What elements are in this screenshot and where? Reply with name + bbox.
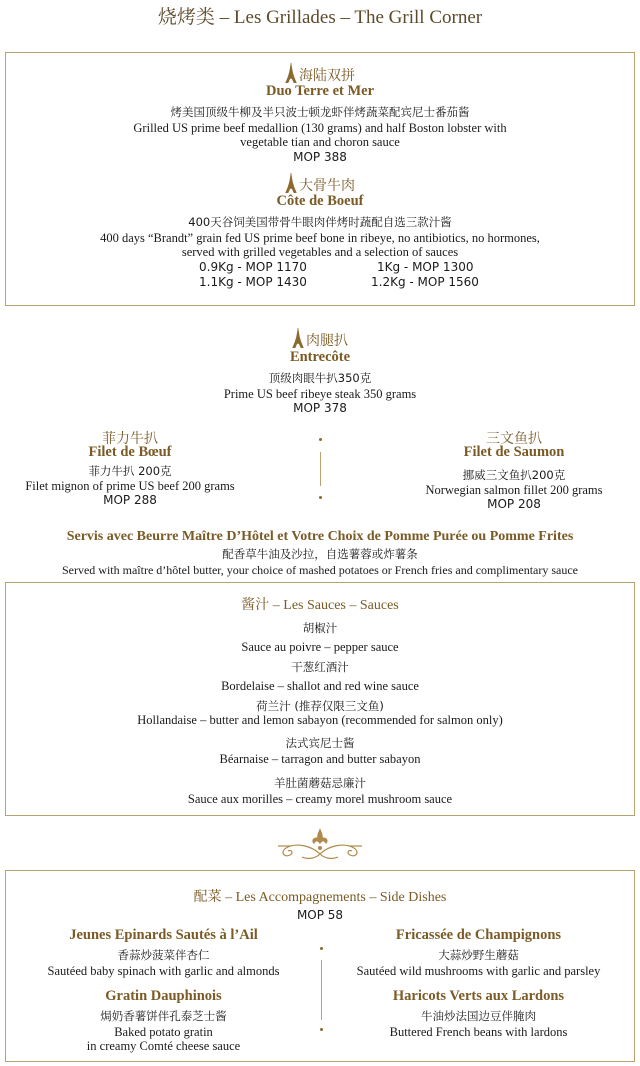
entrecote-section (0, 328, 640, 418)
filet-boeuf-section (0, 428, 320, 513)
gratin-desc-en-1: Baked potato gratin (114, 1025, 213, 1039)
grill-box (5, 52, 635, 306)
duo-name-zh: 海陆双拼 (299, 68, 355, 84)
eiffel-tower-icon (285, 63, 297, 83)
cote-desc-en-1: 400 days “Brandt” grain fed US prime beef bone in ribeye, no antibiotics, no hormones, (100, 231, 540, 245)
entrecote-heading-zh (0, 328, 640, 350)
sides-price: MOP 58 (296, 908, 344, 922)
servis-fr: Servis avec Beurre Maître D’Hôtel et Votre Choix de Pomme Purée ou Pomme Frites (66, 529, 574, 544)
duo-desc-zh: 烤美国顶级牛柳及半只波士顿龙虾伴烤蔬菜配宾尼士番茄酱 (170, 105, 470, 119)
eiffel-tower-icon (285, 173, 297, 193)
sauces-box (5, 582, 635, 816)
epinards-desc-zh: 香蒜炒菠菜伴杏仁 (117, 948, 210, 962)
sauce-item-zh: 荷兰汁 (推荐仅限三文鱼) (256, 699, 384, 713)
duo-desc-en-1: Grilled US prime beef medallion (130 grams) and half Boston lobster with (133, 121, 507, 135)
filet-saumon-section (320, 428, 640, 513)
gratin-name-fr: Gratin Dauphinois (105, 988, 222, 1004)
duo-price: MOP 388 (293, 150, 347, 164)
cote-desc-zh: 400天谷饲美国带骨牛眼肉伴烤时蔬配自选三款汁酱 (188, 215, 452, 229)
filet-saumon-desc-zh: 挪威三文鱼扒200克 (462, 468, 566, 482)
entrecote-desc-zh: 顶级肉眼牛扒350克 (268, 371, 372, 385)
sauces-title-zh: 酱汁 (241, 597, 270, 613)
champignons-desc-zh: 大蒜炒野生蘑菇 (438, 948, 519, 962)
servis-zh: 配香草牛油及沙拉，自选薯蓉或炸薯条 (222, 547, 418, 561)
sauce-item-en: Sauce au poivre – pepper sauce (241, 640, 399, 654)
servis-en: Served with maître d’hôtel butter, your choice of mashed potatoes or French fries and complimentary sauce (61, 563, 579, 577)
champignons-desc-en: Sautéed wild mushrooms with garlic and parsley (356, 964, 601, 978)
sides-title-zh: 配菜 (193, 889, 222, 905)
sides-title (6, 886, 634, 906)
cote-price-item: 1Kg - MOP 1300 (377, 260, 474, 274)
sauces-title (6, 594, 634, 614)
haricots-desc-en: Buttered French beans with lardons (389, 1025, 568, 1039)
sauce-item-en: Béarnaise – tarragon and butter sabayon (219, 752, 421, 766)
entrecote-name-zh: 肉腿扒 (306, 333, 348, 349)
sauce-item-en: Hollandaise – butter and lemon sabayon (recommended for salmon only) (137, 713, 503, 727)
haricots-desc-zh: 牛油炒法国边豆伴腌肉 (421, 1009, 536, 1023)
filet-boeuf-name-zh: 菲力牛扒 (102, 431, 158, 447)
entrecote-price: MOP 378 (293, 401, 347, 415)
entrecote-desc-en: Prime US beef ribeye steak 350 grams (223, 387, 417, 401)
filet-saumon-name-zh: 三文鱼扒 (486, 431, 542, 447)
sauce-item-zh: 胡椒汁 (302, 621, 338, 635)
epinards-name-fr: Jeunes Epinards Sautés à l’Ail (69, 927, 258, 943)
page-title: 烧烤类 – Les Grillades – The Grill Corner (157, 7, 483, 28)
duo-name-fr: Duo Terre et Mer (265, 83, 375, 99)
sides-right-column (321, 927, 636, 1057)
filet-boeuf-name-fr: Filet de Bœuf (88, 444, 172, 460)
filet-boeuf-price: MOP 288 (103, 493, 157, 507)
sauce-item-zh: 羊肚菌蘑菇忌廉汁 (274, 776, 366, 790)
filet-boeuf-desc-en: Filet mignon of prime US beef 200 grams (25, 479, 235, 493)
cote-price-item: 0.9Kg - MOP 1170 (199, 260, 307, 274)
eiffel-tower-icon (292, 328, 304, 348)
cote-heading-zh (6, 173, 634, 195)
ornament-flourish-icon (276, 824, 364, 862)
sauces-title-rest: – Les Sauces – Sauces (269, 598, 399, 613)
cote-desc-en-2: served with grilled vegetables and a selection of sauces (181, 245, 459, 259)
champignons-name-fr: Fricassée de Champignons (395, 927, 562, 943)
duo-desc-en-2: vegetable tian and choron sauce (240, 135, 400, 149)
gratin-desc-en-2: in creamy Comté cheese sauce (86, 1039, 241, 1053)
cote-price-item: 1.2Kg - MOP 1560 (371, 275, 479, 289)
sides-left-column (6, 927, 321, 1057)
cote-name-fr: Côte de Boeuf (276, 193, 364, 209)
duo-heading-zh (6, 63, 634, 85)
filet-saumon-price: MOP 208 (487, 497, 541, 511)
filet-boeuf-desc-zh: 菲力牛扒 200克 (88, 464, 172, 478)
sauce-item-zh: 干葱红酒汁 (291, 660, 349, 674)
filet-saumon-name-fr: Filet de Saumon (463, 444, 565, 460)
gratin-desc-zh: 焗奶香薯饼伴孔泰芝士酱 (100, 1009, 227, 1023)
cote-price-item: 1.1Kg - MOP 1430 (199, 275, 307, 289)
sauce-item-en: Sauce aux morilles – creamy morel mushroom sauce (187, 792, 453, 806)
cote-name-zh: 大骨牛肉 (299, 178, 355, 194)
sides-box (5, 870, 635, 1062)
sauce-item-zh: 法式宾尼士酱 (285, 736, 355, 750)
filet-saumon-desc-en: Norwegian salmon fillet 200 grams (425, 483, 603, 497)
entrecote-name-fr: Entrecôte (289, 349, 351, 365)
epinards-desc-en: Sautéed baby spinach with garlic and almonds (47, 964, 280, 978)
haricots-name-fr: Haricots Verts aux Lardons (392, 988, 565, 1004)
sauce-item-en: Bordelaise – shallot and red wine sauce (221, 679, 419, 693)
sides-title-rest: – Les Accompagnements – Side Dishes (221, 890, 447, 905)
